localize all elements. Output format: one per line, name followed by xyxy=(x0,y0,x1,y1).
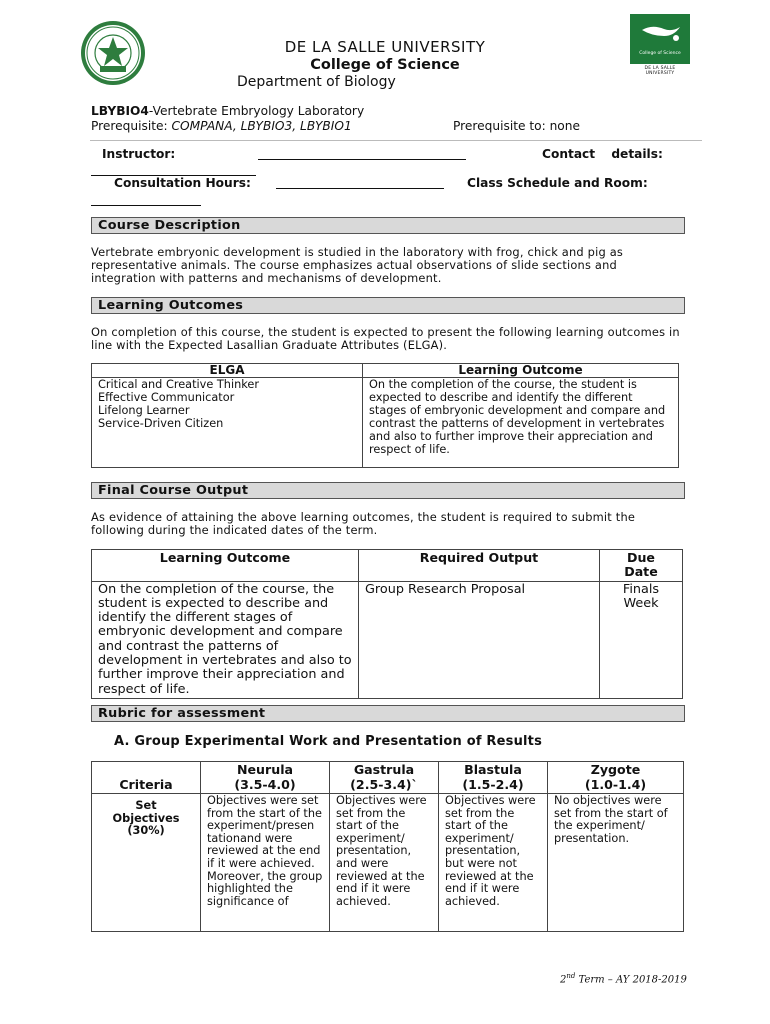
consultation-blank[interactable] xyxy=(276,175,444,189)
footer-term: 2nd Term – AY 2018-2019 xyxy=(560,972,687,986)
university-name: DE LA SALLE UNIVERSITY xyxy=(284,38,486,56)
college-logo-caption: DE LA SALLE UNIVERSITY xyxy=(644,66,676,76)
rubric-cell: Objectives were set from the start of the experiment/presen tationand were reviewed at the end if it were achieved. Moreover, the group highlighted the significance of xyxy=(201,794,330,932)
final-output-table xyxy=(91,549,683,699)
contact-label: Contact details: xyxy=(542,147,663,161)
criteria-set-objectives: Set Objectives (30%) xyxy=(92,794,201,932)
consultation-label: Consultation Hours: xyxy=(114,176,251,190)
rubric-heading: Rubric for assessment xyxy=(91,705,685,722)
required-output-text: Group Research Proposal xyxy=(359,581,600,698)
level-header-zygote: Zygote (1.0-1.4) xyxy=(548,762,684,794)
divider xyxy=(90,140,702,141)
required-output-header: Required Output xyxy=(359,550,600,582)
level-header-blastula: Blastula (1.5-2.4) xyxy=(439,762,548,794)
rubric-cell: Objectives were set from the start of the experiment/ presentation, but were not reviewed at the end if it were achieved. xyxy=(439,794,548,932)
rubric-subheading: A. Group Experimental Work and Presentation of Results xyxy=(114,734,543,749)
prerequisite-label: Prerequisite: xyxy=(91,119,172,133)
criteria-header: Criteria xyxy=(92,762,201,794)
course-description-text: Vertebrate embryonic development is studied in the laboratory with frog, chick and pig as representative animals. The course emphasizes actual observations of slide sections and integration with patterns and mechanisms of development. xyxy=(91,245,624,285)
rubric-table xyxy=(91,761,684,932)
college-name: College of Science xyxy=(310,57,460,73)
learning-outcome-text: On the completion of the course, the student is expected to describe and identify the different stages of embryonic development and compare and contrast the patterns of development in vertebrates and also to further improve their appreciation and respect of life. xyxy=(363,378,679,468)
schedule-blank[interactable] xyxy=(91,192,201,206)
elga-item: Lifelong Learner xyxy=(98,404,190,417)
due-date-text: Finals Week xyxy=(600,581,683,698)
elga-item: Effective Communicator xyxy=(98,391,235,404)
elga-header: ELGA xyxy=(92,364,363,378)
course-title-line xyxy=(91,104,364,118)
elga-list xyxy=(92,378,363,468)
instructor-blank[interactable] xyxy=(258,146,466,160)
output-outcome-header: Learning Outcome xyxy=(92,550,359,582)
due-date-header: Due Date xyxy=(600,550,683,582)
course-description-heading: Course Description xyxy=(91,217,685,234)
rubric-cell: Objectives were set from the start of the experiment/ presentation, and were reviewed at the end if it were achieved. xyxy=(330,794,439,932)
final-output-intro: As evidence of attaining the above learning outcomes, the student is required to submit the following during the indicated dates of the term. xyxy=(91,510,636,537)
course-code: LBYBIO4 xyxy=(91,104,149,118)
elga-table xyxy=(91,363,679,468)
college-logo-inner-text: College of Science xyxy=(639,51,681,56)
final-output-heading: Final Course Output xyxy=(91,482,685,499)
learning-outcomes-intro: On completion of this course, the student is expected to present the following learning outcomes in line with the Expected Lasallian Graduate Attributes (ELGA). xyxy=(91,325,680,352)
learning-outcome-header: Learning Outcome xyxy=(363,364,679,378)
learning-outcomes-heading: Learning Outcomes xyxy=(91,297,685,314)
contact-blank[interactable] xyxy=(91,162,256,176)
elga-item: Service-Driven Citizen xyxy=(98,417,224,430)
course-title: -Vertebrate Embryology Laboratory xyxy=(148,104,365,118)
elga-item: Critical and Creative Thinker xyxy=(98,378,259,391)
schedule-label: Class Schedule and Room: xyxy=(467,176,648,190)
rubric-cell: No objectives were set from the start of the experiment/ presentation. xyxy=(548,794,684,932)
level-header-gastrula: Gastrula (2.5-3.4)` xyxy=(330,762,439,794)
level-header-neurula: Neurula (3.5-4.0) xyxy=(201,762,330,794)
output-outcome-text: On the completion of the course, the student is expected to describe and identify the different stages of embryonic development and compare and contrast the patterns of development in vertebrates and also to further improve their appreciation and respect of life. xyxy=(92,581,359,698)
prerequisite-value: COMPANA, LBYBIO3, LBYBIO1 xyxy=(171,119,352,133)
instructor-label: Instructor: xyxy=(102,147,176,161)
department-name: Department of Biology xyxy=(237,74,396,90)
prerequisite-line xyxy=(91,119,352,133)
prerequisite-to: Prerequisite to: none xyxy=(453,119,580,133)
